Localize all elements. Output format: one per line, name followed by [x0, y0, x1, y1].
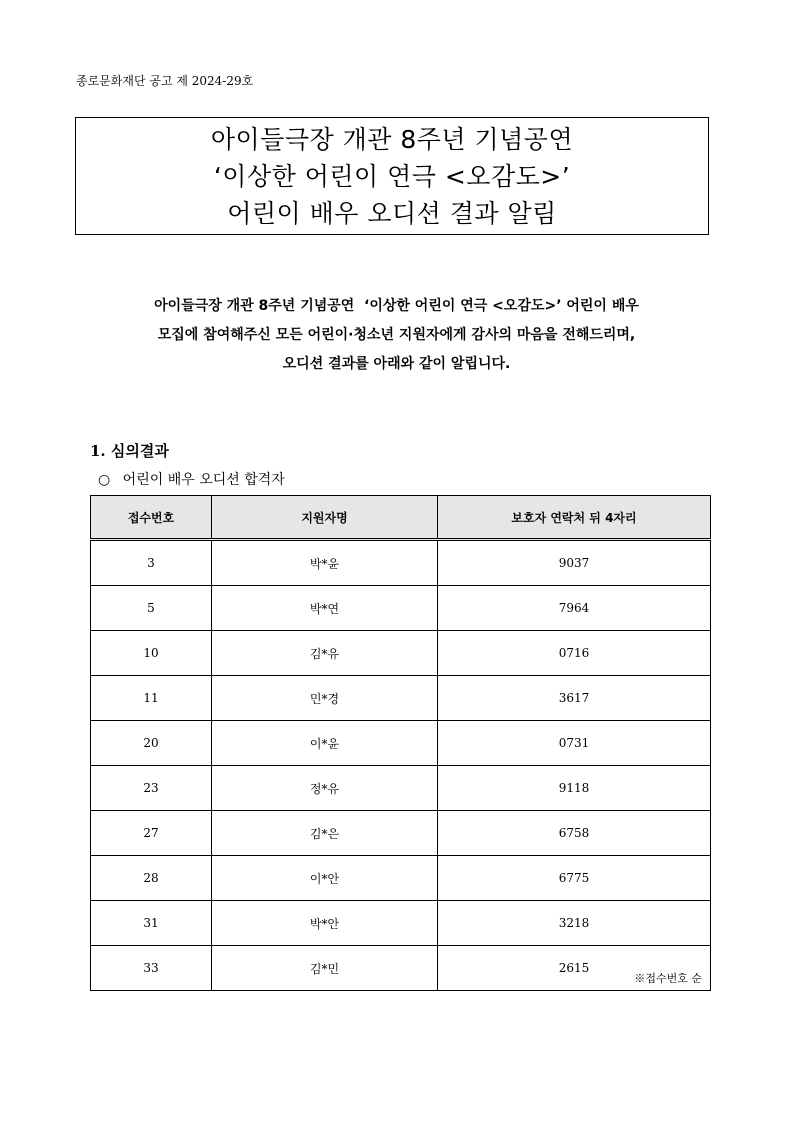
- cell-receipt-number: 33: [91, 946, 212, 991]
- intro-paragraph: [60, 292, 733, 379]
- table-row: [91, 540, 711, 586]
- table-row: [91, 631, 711, 676]
- table-row: [91, 586, 711, 631]
- title-line-1: 아이들극장 개관 8주년 기념공연: [210, 124, 574, 154]
- intro-line-3: 오디션 결과를 아래와 같이 알립니다.: [282, 356, 511, 372]
- cell-applicant-name: 김*민: [212, 946, 438, 991]
- table-row: [91, 766, 711, 811]
- cell-guardian-phone: 7964: [438, 586, 711, 631]
- cell-applicant-name: 박*안: [212, 901, 438, 946]
- notice-number: 종로문화재단 공고 제 2024-29호: [76, 74, 254, 88]
- cell-applicant-name: 김*유: [212, 631, 438, 676]
- title-line-2: ‘이상한 어린이 연극 <오감도>’: [213, 161, 571, 191]
- cell-receipt-number: 23: [91, 766, 212, 811]
- cell-receipt-number: 5: [91, 586, 212, 631]
- cell-receipt-number: 10: [91, 631, 212, 676]
- cell-receipt-number: 27: [91, 811, 212, 856]
- circle-bullet-icon: ○: [98, 472, 111, 488]
- title-line-3: 어린이 배우 오디션 결과 알림: [227, 198, 557, 228]
- cell-receipt-number: 31: [91, 901, 212, 946]
- cell-applicant-name: 이*윤: [212, 721, 438, 766]
- cell-receipt-number: 3: [91, 540, 212, 586]
- table-row: [91, 856, 711, 901]
- section-number: 1.: [90, 442, 106, 460]
- title-box: [75, 117, 709, 235]
- table-row: [91, 901, 711, 946]
- cell-guardian-phone: 9037: [438, 540, 711, 586]
- cell-applicant-name: 민*경: [212, 676, 438, 721]
- cell-guardian-phone: 3218: [438, 901, 711, 946]
- cell-applicant-name: 김*은: [212, 811, 438, 856]
- header-applicant-name: 지원자명: [212, 496, 438, 540]
- cell-receipt-number: 11: [91, 676, 212, 721]
- intro-line-2: 모집에 참여해주신 모든 어린이·청소년 지원자에게 감사의 마음을 전해드리며,: [157, 327, 636, 343]
- header-guardian-phone: 보호자 연락처 뒤 4자리: [438, 496, 711, 540]
- section-title: 심의결과: [110, 442, 169, 460]
- sub-heading: [98, 469, 285, 489]
- section-heading: [90, 440, 169, 461]
- cell-guardian-phone: 9118: [438, 766, 711, 811]
- table-row: [91, 676, 711, 721]
- header-receipt-number: 접수번호: [91, 496, 212, 540]
- cell-guardian-phone: 6758: [438, 811, 711, 856]
- cell-guardian-phone: 6775: [438, 856, 711, 901]
- table-row: [91, 946, 711, 991]
- cell-guardian-phone: 0731: [438, 721, 711, 766]
- cell-applicant-name: 이*안: [212, 856, 438, 901]
- results-table: [90, 495, 711, 991]
- table-header-row: [91, 496, 711, 540]
- cell-applicant-name: 박*윤: [212, 540, 438, 586]
- table-row: [91, 721, 711, 766]
- intro-line-1: 아이들극장 개관 8주년 기념공연 ‘이상한 어린이 연극 <오감도>’ 어린이 배우: [154, 298, 639, 314]
- cell-receipt-number: 20: [91, 721, 212, 766]
- cell-applicant-name: 박*연: [212, 586, 438, 631]
- footnote: ※접수번호 순: [634, 972, 702, 985]
- table-row: [91, 811, 711, 856]
- cell-guardian-phone: 0716: [438, 631, 711, 676]
- cell-applicant-name: 정*유: [212, 766, 438, 811]
- sub-heading-title: 어린이 배우 오디션 합격자: [122, 472, 285, 488]
- cell-guardian-phone: 2615: [438, 946, 711, 991]
- cell-receipt-number: 28: [91, 856, 212, 901]
- cell-guardian-phone: 3617: [438, 676, 711, 721]
